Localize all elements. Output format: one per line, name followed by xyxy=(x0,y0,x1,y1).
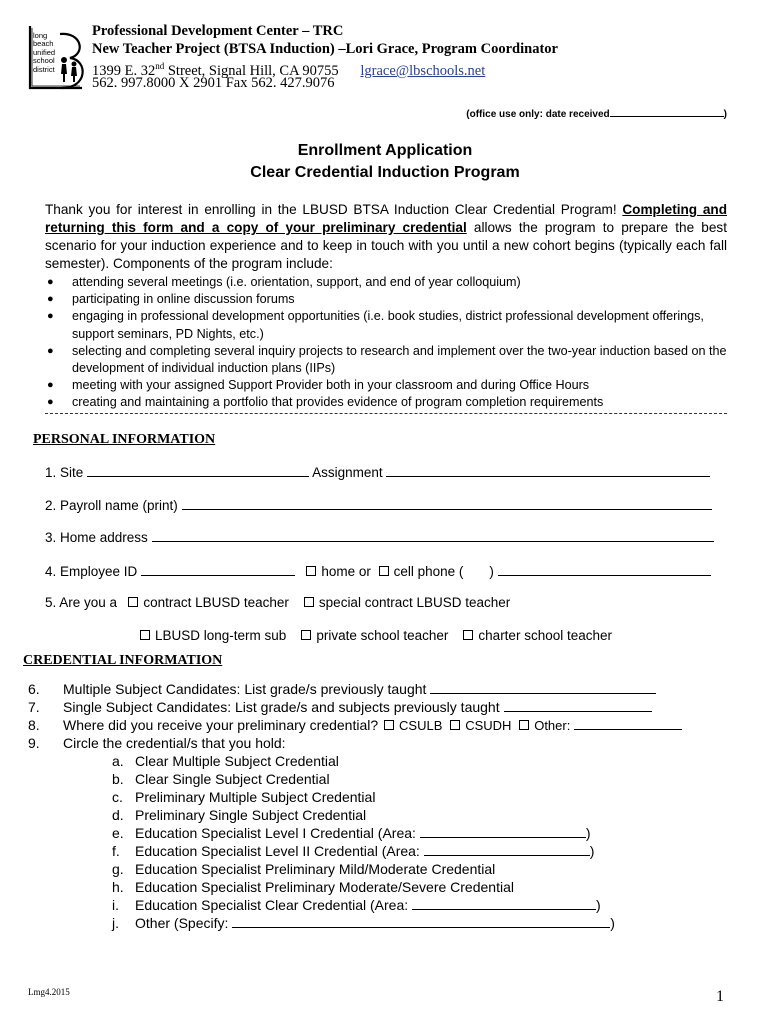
form-subtitle: Clear Credential Induction Program xyxy=(250,164,520,181)
email-link[interactable]: lgrace@lbschools.net xyxy=(360,62,486,79)
long-term-sub-checkbox[interactable] xyxy=(140,630,150,640)
page-number: 1 xyxy=(716,988,724,1005)
list-item: ● participating in online discussion forums xyxy=(47,291,727,308)
personal-information-heading: PERSONAL INFORMATION xyxy=(33,432,216,447)
grades-subjects-field[interactable] xyxy=(504,699,652,712)
credential-information-heading: CREDENTIAL INFORMATION xyxy=(23,653,223,668)
list-item: ● attending several meetings (i.e. orientation, support, and end of year colloquium) xyxy=(47,274,727,291)
employee-id-field[interactable] xyxy=(141,563,295,576)
bullet-icon: ● xyxy=(47,310,54,323)
credential-option-b[interactable]: b. Clear Single Subject Credential xyxy=(112,771,330,787)
form-title: Enrollment Application xyxy=(297,142,473,159)
question-8: 8. Where did you receive your preliminary credential? CSULB CSUDH Other: xyxy=(28,716,728,735)
site-field[interactable] xyxy=(87,464,309,477)
other-school-field[interactable] xyxy=(574,717,682,730)
area-field-e[interactable] xyxy=(420,825,586,838)
header-program-line: New Teacher Project (BTSA Induction) –Lori Grace, Program Coordinator xyxy=(92,41,558,57)
credential-option-d[interactable]: d. Preliminary Single Subject Credential xyxy=(112,807,367,823)
cell-phone-checkbox[interactable] xyxy=(379,566,389,576)
question-7: 7. Single Subject Candidates: List grade/s and subjects previously taught xyxy=(28,698,728,716)
bullet-icon: ● xyxy=(47,396,54,409)
credential-option-c[interactable]: c. Preliminary Multiple Subject Credential xyxy=(112,789,376,805)
payroll-name-field[interactable] xyxy=(182,497,712,510)
other-school-checkbox[interactable] xyxy=(519,720,529,730)
csulb-checkbox[interactable] xyxy=(384,720,394,730)
private-school-checkbox[interactable] xyxy=(301,630,311,640)
contract-teacher-checkbox[interactable] xyxy=(128,597,138,607)
home-address-row: 3. Home address xyxy=(45,529,714,546)
form-code: Lmg4.2015 xyxy=(28,987,70,997)
employee-id-row: 4. Employee ID home or cell phone ( ) xyxy=(45,563,711,580)
teacher-type-row: LBUSD long-term sub private school teacher charter school teacher xyxy=(140,628,612,644)
logo-text: long beach unified school district xyxy=(33,31,56,74)
home-phone-checkbox[interactable] xyxy=(306,566,316,576)
credential-option-h[interactable]: h. Education Specialist Preliminary Moderate/Severe Credential xyxy=(112,879,514,895)
phone-number-field[interactable] xyxy=(498,563,711,576)
bullet-icon: ● xyxy=(47,293,54,306)
list-item: ● engaging in professional development opportunities (i.e. book studies, district professional development offerings, support seminars, PD Nights, etc.) xyxy=(47,309,704,341)
section-divider xyxy=(45,413,727,414)
bullet-icon: ● xyxy=(47,344,54,357)
special-contract-checkbox[interactable] xyxy=(304,597,314,607)
home-address-field[interactable] xyxy=(152,529,714,542)
are-you-row: 5. Are you a contract LBUSD teacher special contract LBUSD teacher xyxy=(45,595,511,610)
program-components-list xyxy=(47,274,727,412)
csudh-checkbox[interactable] xyxy=(450,720,460,730)
charter-school-checkbox[interactable] xyxy=(463,630,473,640)
credential-option-g[interactable]: g. Education Specialist Preliminary Mild/Moderate Credential xyxy=(112,861,496,877)
other-specify-field[interactable] xyxy=(232,915,610,928)
payroll-row: 2. Payroll name (print) xyxy=(45,497,712,514)
area-field-f[interactable] xyxy=(424,843,590,856)
credential-option-i[interactable]: i. Education Specialist Clear Credential (Area: ) xyxy=(112,897,601,913)
header-phone: 562. 997.8000 X 2901 Fax 562. 427.9076 xyxy=(92,75,335,91)
header-center-name: Professional Development Center – TRC xyxy=(92,23,344,39)
assignment-field[interactable] xyxy=(386,464,710,477)
question-9: 9. Circle the credential/s that you hold: xyxy=(28,735,286,751)
intro-paragraph: Thank you for interest in enrolling in the LBUSD BTSA Induction Clear Credential Program! Completing and returning this form and a copy of your preliminary credential allows the program to prepare the best scenario for your induction experience and to keep in touch with you until a new cohort begins (typically each fall semester). Components of the program include: xyxy=(45,202,727,271)
area-field-i[interactable] xyxy=(412,897,596,910)
office-use-line: (office use only: date received ) xyxy=(0,106,727,120)
header-address: 1399 E. 32nd Street, Signal Hill, CA 90755 lgrace@lbschools.net xyxy=(92,61,486,79)
credential-option-a[interactable]: a. Clear Multiple Subject Credential xyxy=(112,753,339,769)
list-item: ● meeting with your assigned Support Provider both in your classroom and during Office Hours xyxy=(47,377,727,394)
credential-option-e[interactable]: e. Education Specialist Level I Credential (Area: ) xyxy=(112,825,591,841)
credential-option-j[interactable]: j. Other (Specify: ) xyxy=(112,915,615,931)
grades-taught-field[interactable] xyxy=(430,681,656,694)
question-6: 6. Multiple Subject Candidates: List grade/s previously taught xyxy=(28,680,728,698)
date-received-field[interactable] xyxy=(610,106,724,117)
list-item: ● selecting and completing several inquiry projects to research and implement over the two-year induction based on the development of individual induction plans (IIPs) xyxy=(47,343,727,376)
site-row: 1. Site Assignment xyxy=(45,464,710,481)
bullet-icon: ● xyxy=(47,276,54,288)
credential-option-f[interactable]: f. Education Specialist Level II Credential (Area: ) xyxy=(112,843,595,859)
list-item: ● creating and maintaining a portfolio that provides evidence of program completion requirements xyxy=(47,394,727,411)
bullet-icon: ● xyxy=(47,379,54,392)
